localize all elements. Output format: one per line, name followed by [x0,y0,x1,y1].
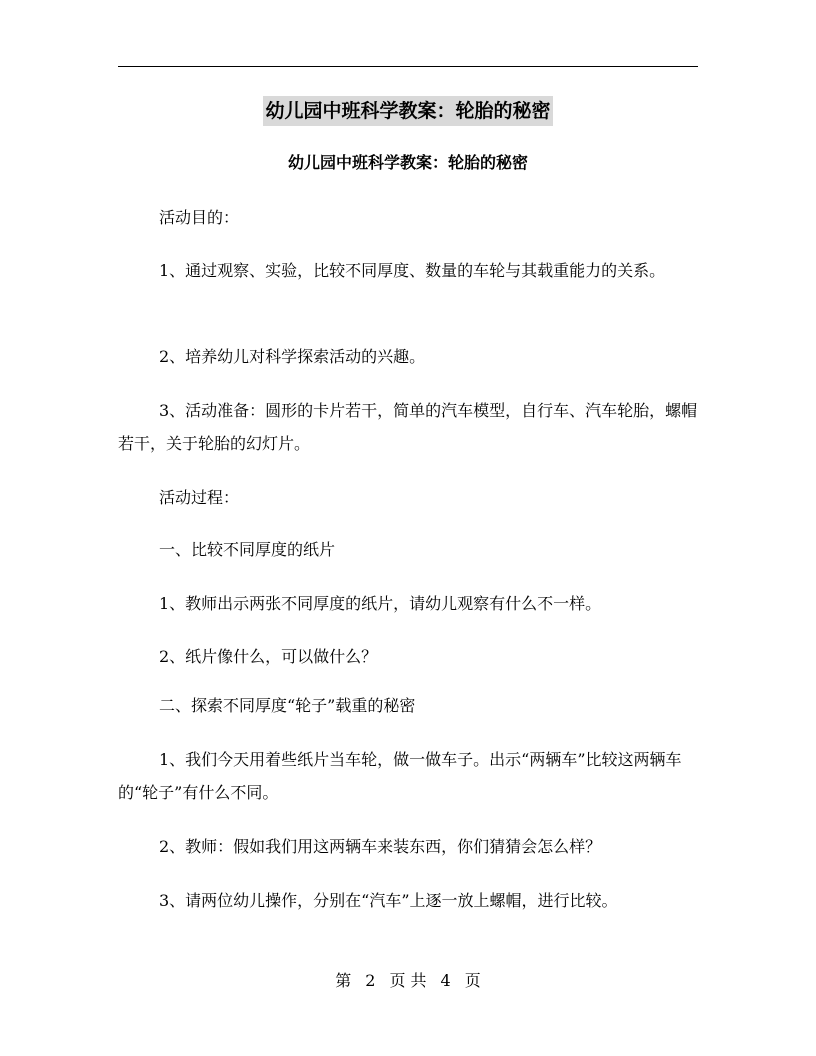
paragraph-preparation: 3、活动准备：圆形的卡片若干，简单的汽车模型，自行车、汽车轮胎，螺帽若干，关于轮胎的幻灯片。 [118,401,698,453]
footer-suffix: 页 [464,971,481,990]
paragraph-section-1-step-2: 2、纸片像什么，可以做什么？ [159,647,378,666]
footer-current-page: 2 [365,971,376,990]
document-subtitle: 幼儿园中班科学教案：轮胎的秘密 [287,153,528,172]
paragraph-section-1-step-1: 1、教师出示两张不同厚度的纸片，请幼儿观察有什么不一样。 [159,594,602,613]
paragraph-section-1-heading: 一、比较不同厚度的纸片 [159,540,336,559]
page-footer [0,968,816,994]
paragraph-process-heading: 活动过程： [159,488,240,507]
document-title-text: 幼儿园中班科学教案：轮胎的秘密 [263,96,552,126]
paragraph-purpose-1: 1、通过观察、实验，比较不同厚度、数量的车轮与其载重能力的关系。 [159,261,666,280]
paragraph-section-2-step-2: 2、教师：假如我们用这两辆车来装东西，你们猜猜会怎么样？ [159,837,602,856]
paragraph-purpose-heading: 活动目的： [159,208,240,227]
paragraph-section-2-step-1: 1、我们今天用着些纸片当车轮，做一做车子。出示“两辆车”比较这两辆车的“轮子”有什么不同。 [118,750,682,802]
paragraph-purpose-2: 2、培养幼儿对科学探索活动的兴趣。 [159,347,426,366]
header-rule [118,66,698,67]
footer-total-pages: 4 [440,971,451,990]
footer-mid: 页 共 [389,971,427,990]
paragraph-section-2-step-3: 3、请两位幼儿操作，分别在“汽车”上逐一放上螺帽，进行比较。 [159,891,618,910]
paragraph-section-2-heading: 二、探索不同厚度“轮子”载重的秘密 [159,696,416,715]
document-title [0,96,816,126]
footer-prefix: 第 [335,971,352,990]
